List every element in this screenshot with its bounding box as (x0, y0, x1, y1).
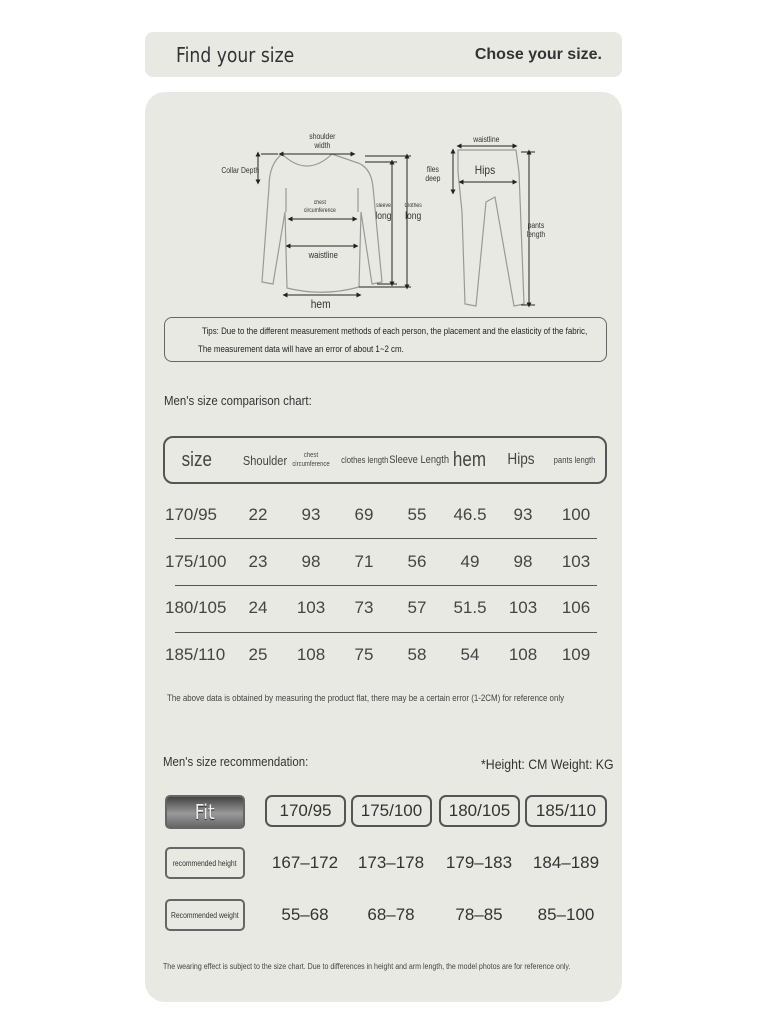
size-guide-card (145, 92, 622, 1002)
cell-hips: 108 (508, 645, 538, 664)
col-header-chest: chest circumference (292, 452, 330, 468)
height-value: 167–172 (271, 853, 339, 872)
cell-shoulder: 23 (248, 552, 268, 571)
table-note: The above data is obtained by measuring the product flat, there may be a certain error (1-2CM) for reference only (167, 693, 565, 703)
cell-sleeve-length: 56 (407, 552, 427, 571)
cell-hips: 103 (508, 598, 538, 617)
weight-value: 55–68 (281, 905, 329, 924)
cell-size: 185/110 (165, 645, 226, 664)
size-pill-175-100[interactable]: 175/100 (351, 795, 432, 827)
files-deep-label: files deep (425, 165, 441, 183)
recommended-height-label: recommended height (165, 847, 245, 879)
hem-label: hem (310, 297, 331, 311)
cell-clothes-length: 69 (354, 505, 374, 524)
table-row (145, 593, 622, 623)
table-header (163, 436, 607, 484)
shirt-outline (262, 154, 382, 292)
weight-value: 85–100 (537, 905, 595, 924)
cell-clothes-length: 73 (354, 598, 374, 617)
weight-value: 68–78 (367, 905, 415, 924)
pants-length-label: pants length (526, 221, 546, 239)
col-header-clothes-length: clothes length (341, 455, 389, 465)
cell-size: 180/105 (165, 598, 227, 617)
cell-hips: 93 (513, 505, 533, 524)
page-title: Find your size (176, 43, 295, 67)
col-header-pants-length: pants length (554, 455, 596, 465)
cell-clothes-length: 75 (354, 645, 374, 664)
col-header-sleeve-length: Sleeve Length (389, 454, 449, 466)
clothes-long-label: Clothes long (404, 203, 422, 222)
cell-chest: 93 (301, 505, 321, 524)
col-header-hem: hem (452, 448, 486, 471)
measurement-diagram (145, 92, 622, 317)
cell-sleeve-length: 57 (407, 598, 427, 617)
row-divider (175, 538, 597, 539)
fit-label: Fit (165, 795, 245, 829)
cell-pants-length: 109 (561, 645, 591, 664)
height-value: 184–189 (532, 853, 600, 872)
size-pill-170-95[interactable]: 170/95 (265, 795, 346, 827)
collar-depth-label: Collar Depth (221, 166, 260, 175)
tips-box (164, 317, 607, 362)
cell-shoulder: 22 (248, 505, 268, 524)
recommended-weight-label: Recommended weight (165, 899, 245, 931)
col-header-hips: Hips (507, 451, 535, 468)
cell-chest: 98 (301, 552, 321, 571)
page-header (145, 32, 622, 77)
tips-line-1: Tips: Due to the different measurement methods of each person, the placement and the elasticity of the fabric, (202, 326, 588, 336)
size-pill-180-105[interactable]: 180/105 (439, 795, 520, 827)
cell-hem: 54 (460, 645, 480, 664)
recommendation-title: Men's size recommendation: (163, 754, 309, 769)
cell-shoulder: 24 (248, 598, 268, 617)
col-header-shoulder: Shoulder (242, 452, 288, 468)
units-note: *Height: CM Weight: KG (481, 756, 614, 772)
cell-pants-length: 103 (561, 552, 591, 571)
cell-chest: 103 (296, 598, 326, 617)
cell-sleeve-length: 58 (407, 645, 427, 664)
size-pill-185-110[interactable]: 185/110 (525, 795, 607, 827)
cell-size: 170/95 (165, 505, 217, 524)
footer-note: The wearing effect is subject to the size chart. Due to differences in height and arm length, the model photos are for reference only. (163, 962, 571, 971)
sleeve-long-label: sleeve long (375, 203, 392, 222)
hips-label: Hips (474, 163, 496, 177)
cell-hem: 49 (460, 552, 480, 571)
row-divider (175, 585, 597, 586)
table-row (145, 640, 622, 670)
cell-hem: 46.5 (453, 505, 487, 524)
weight-value: 78–85 (455, 905, 503, 924)
chest-circumference-label: chest circumference (303, 200, 336, 214)
cell-shoulder: 25 (248, 645, 268, 664)
cell-pants-length: 100 (561, 505, 591, 524)
shoulder-width-label: shoulder width (309, 132, 336, 150)
cell-pants-length: 106 (561, 598, 591, 617)
table-row (145, 500, 622, 530)
col-header-size: size (181, 448, 213, 471)
tips-line-2: The measurement data will have an error of about 1~2 cm. (198, 344, 404, 354)
waistline-label: waistline (308, 250, 338, 260)
cell-hips: 98 (513, 552, 533, 571)
cell-sleeve-length: 55 (407, 505, 427, 524)
row-divider (175, 632, 597, 633)
page-subtitle: Chose your size. (474, 46, 602, 63)
table-row (145, 547, 622, 577)
height-value: 173–178 (357, 853, 425, 872)
height-value: 179–183 (445, 853, 513, 872)
cell-hem: 51.5 (453, 598, 487, 617)
cell-clothes-length: 71 (354, 552, 374, 571)
chart-title: Men's size comparison chart: (164, 393, 312, 408)
cell-chest: 108 (296, 645, 326, 664)
cell-size: 175/100 (165, 552, 227, 571)
pants-waistline-label: waistline (473, 135, 500, 144)
